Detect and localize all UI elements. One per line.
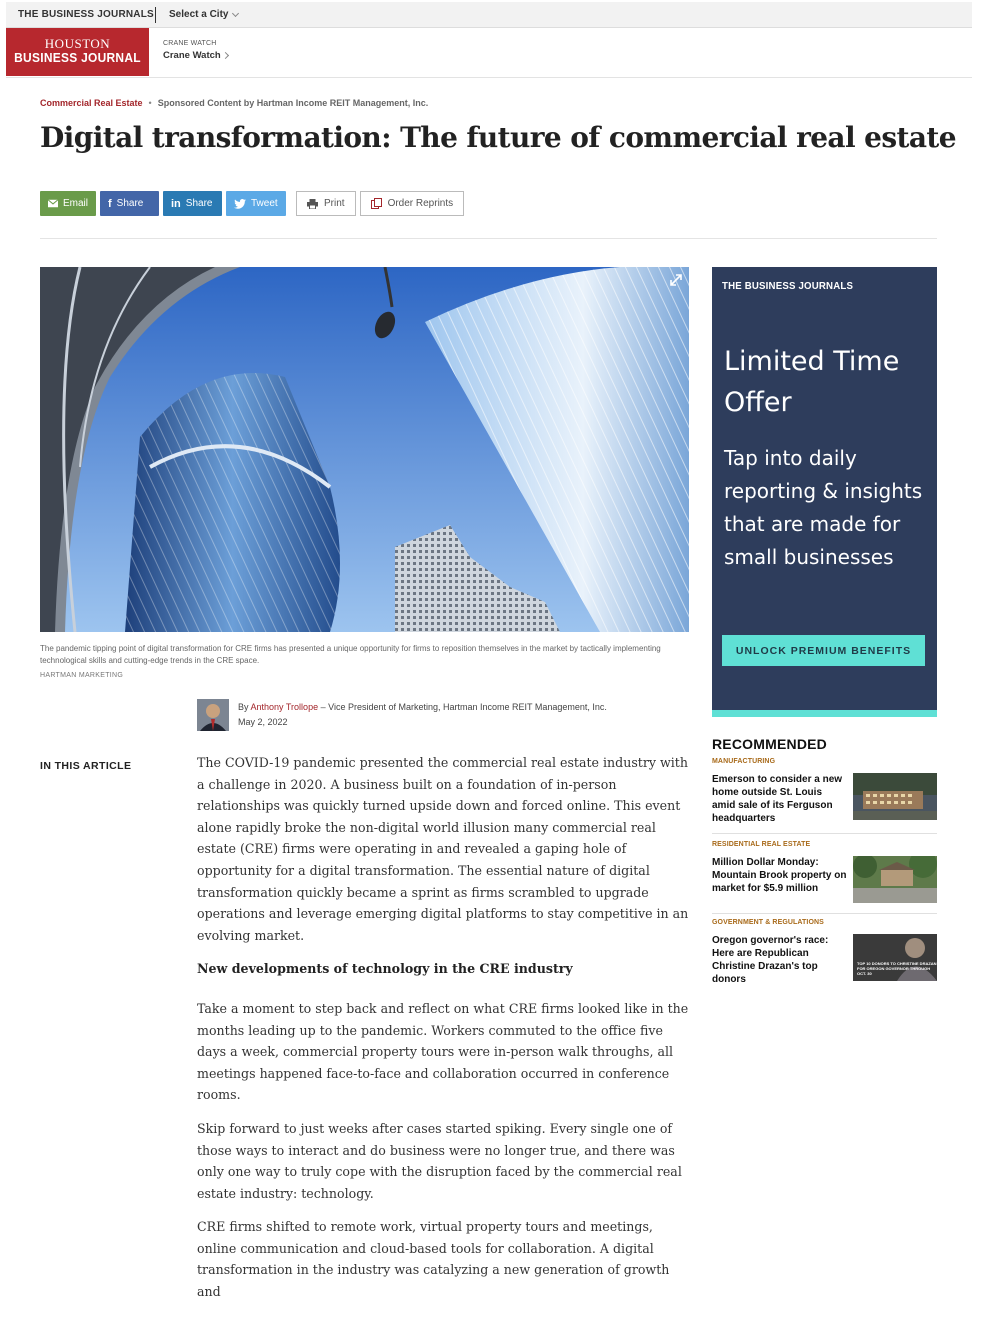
author-role: Vice President of Marketing, Hartman Income REIT Management, Inc. <box>328 702 607 712</box>
print-button[interactable] <box>296 191 356 216</box>
paragraph-3: Skip forward to just weeks after cases started spiking. Every single one of those ways to interact and do business were no longer true, and there was only one way to truly cope with the disruption faced by the commercial real estate industry: technology. <box>197 1120 682 1201</box>
hero-image[interactable] <box>40 267 689 632</box>
city-selector-label: Select a City <box>169 9 229 20</box>
recommended-title[interactable]: Million Dollar Monday: Mountain Brook property on market for $5.9 million <box>712 857 847 894</box>
email-share-button[interactable] <box>40 191 96 216</box>
crane-watch-link[interactable] <box>163 40 228 61</box>
breadcrumb-separator: • <box>148 98 152 108</box>
unlock-premium-button[interactable]: UNLOCK PREMIUM BENEFITS <box>722 635 925 666</box>
category-link[interactable]: Commercial Real Estate <box>40 98 143 108</box>
thumbnail-caption: TOP 10 DONORS TO CHRISTINE DRAZAN FOR OREGON GOVERNOR THROUGH OCT. 30 <box>857 961 937 976</box>
paragraph-4: CRE firms shifted to remote work, virtual property tours and meetings, online communication and cloud-based tools for collaboration. A digital transformation in the industry was catalyzing a new generation of growth and <box>197 1219 670 1300</box>
envelope-icon <box>48 199 58 208</box>
share-toolbar <box>40 191 464 216</box>
byline-dash: – <box>320 702 329 712</box>
recommended-category[interactable]: MANUFACTURING <box>712 758 776 765</box>
logo-publication: BUSINESS JOURNAL <box>14 50 141 65</box>
image-credit: HARTMAN MARKETING <box>40 672 124 679</box>
recommended-divider <box>712 913 937 914</box>
recommended-thumbnail[interactable] <box>853 934 937 981</box>
city-selector[interactable] <box>169 9 238 20</box>
facebook-share-button[interactable] <box>100 191 159 216</box>
section-heading: New developments of technology in the CRE industry <box>197 961 573 977</box>
recommended-item[interactable] <box>712 919 937 985</box>
image-caption: The pandemic tipping point of digital transformation for CRE firms has presented a unique opportunity for firms to reposition themselves in the market by tactically implementing technological skills and cutting-edge trends in the CRE space. <box>40 644 661 665</box>
ad-body: Tap into daily reporting & insights that are made for small businesses <box>724 446 923 569</box>
paragraph-2: Take a moment to step back and reflect on what CRE firms looked like in the months leading up to the pandemic. Workers commuted to the office five days a week, commercial property tours were in-person walk throughs, all meetings happened face-to-face and collaboration occurred in conference rooms. <box>197 1000 689 1103</box>
author-avatar[interactable] <box>197 699 229 731</box>
order-reprints-label: Order Reprints <box>387 198 454 209</box>
recommended-item[interactable] <box>712 841 937 907</box>
author-link[interactable]: Anthony Trollope <box>250 702 319 712</box>
crane-watch-label: Crane Watch <box>163 50 221 61</box>
recommended-divider <box>712 833 937 834</box>
byline <box>238 702 607 712</box>
order-reprints-button[interactable] <box>360 191 465 216</box>
recommended-item[interactable] <box>712 758 937 828</box>
crane-watch-kicker: CRANE WATCH <box>163 40 217 47</box>
logo-city: HOUSTON <box>44 36 111 51</box>
print-label: Print <box>324 198 345 209</box>
site-logo[interactable] <box>6 28 149 76</box>
expand-icon[interactable] <box>667 271 685 289</box>
facebook-share-label: Share <box>116 198 144 209</box>
in-this-article-heading: IN THIS ARTICLE <box>40 760 132 772</box>
recommended-thumbnail[interactable] <box>853 856 937 903</box>
twitter-share-label: Tweet <box>251 198 278 209</box>
paragraph-1: The COVID-19 pandemic presented the commercial real estate industry with a challenge in 2020. A business built on a foundation of in-person relationships was quickly turned upside down and forced online. This event alone rapidly broke the non-digital world illusion many commercial real estate (CRE) firms were operating in and revealed a gaping hole of opportunity for a digital transformation. The essential nature of digital transformation quickly became a sprint as firms scrambled to upgrade operations and leverage emerging digital platforms to stay competitive in an evolving market. <box>197 755 689 943</box>
recommended-thumbnail[interactable] <box>853 773 937 820</box>
recommended-heading: RECOMMENDED <box>712 736 827 752</box>
site-header <box>6 28 972 78</box>
email-share-label: Email <box>62 198 88 209</box>
byline-prefix: By <box>238 702 249 712</box>
topbar-divider <box>155 7 156 23</box>
article-body <box>197 752 693 1315</box>
recommended-title[interactable]: Oregon governor's race: Here are Republican Christine Drazan's top donors <box>712 935 829 985</box>
breadcrumb <box>40 98 428 108</box>
chevron-down-icon <box>232 9 239 16</box>
printer-icon <box>307 199 318 209</box>
recommended-category[interactable]: RESIDENTIAL REAL ESTATE <box>712 841 811 848</box>
twitter-share-button[interactable] <box>226 191 286 216</box>
article-title: Digital transformation: The future of commercial real estate <box>40 121 956 154</box>
publish-date: May 2, 2022 <box>238 717 288 727</box>
premium-ad[interactable] <box>712 267 937 717</box>
linkedin-icon: in <box>171 197 181 210</box>
recommended-title[interactable]: Emerson to consider a new home outside St. Louis amid sale of its Ferguson headquarters <box>712 774 843 824</box>
ad-headline: Limited Time Offer <box>724 346 900 418</box>
chevron-right-icon <box>222 52 229 59</box>
header-divider <box>40 238 937 239</box>
network-brand-link[interactable]: THE BUSINESS JOURNALS <box>18 9 154 20</box>
sponsored-label: Sponsored Content by Hartman Income REIT Management, Inc. <box>157 98 429 108</box>
twitter-bird-icon <box>234 199 246 209</box>
ad-brand: THE BUSINESS JOURNALS <box>722 280 854 292</box>
linkedin-share-label: Share <box>185 198 213 209</box>
recommended-category[interactable]: GOVERNMENT & REGULATIONS <box>712 919 824 926</box>
ad-accent-stripe <box>712 710 937 717</box>
linkedin-share-button[interactable] <box>163 191 222 216</box>
facebook-icon: f <box>108 197 112 210</box>
copy-icon <box>371 198 382 209</box>
top-bar <box>6 2 972 28</box>
